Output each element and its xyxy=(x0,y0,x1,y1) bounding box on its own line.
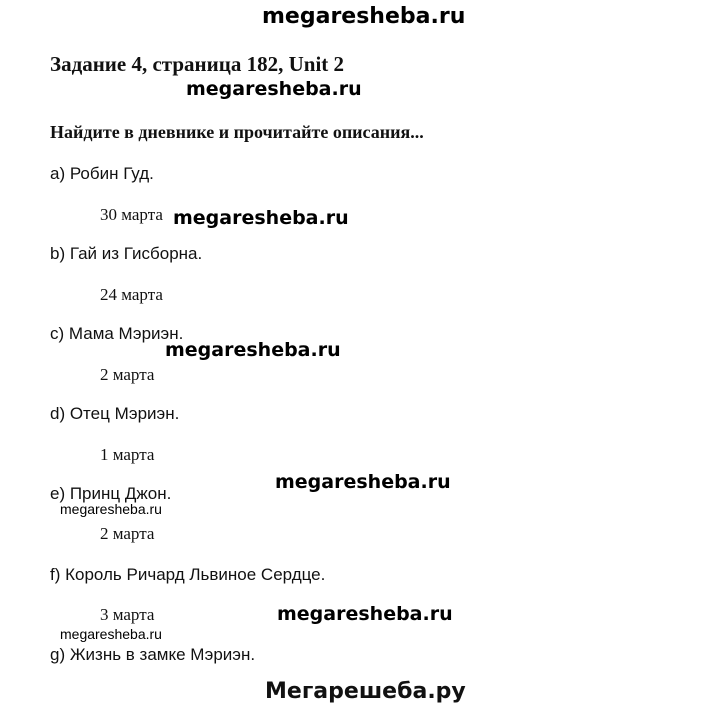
header-watermark: megaresheba.ru xyxy=(262,4,466,29)
watermark: megaresheba.ru xyxy=(275,471,451,493)
question-f: f) Король Ричард Львиное Сердце. xyxy=(50,565,326,584)
question-e: e) Принц Джон. xyxy=(50,484,172,503)
answer-c: 2 марта xyxy=(100,365,155,384)
watermark: megaresheba.ru xyxy=(60,626,162,642)
question-c: c) Мама Мэриэн. xyxy=(50,324,184,343)
watermark: megaresheba.ru xyxy=(165,339,341,361)
page-title: Задание 4, страница 182, Unit 2 xyxy=(50,52,345,76)
question-g: g) Жизнь в замке Мэриэн. xyxy=(50,645,256,664)
question-a: a) Робин Гуд. xyxy=(50,164,154,183)
task-instruction: Найдите в дневнике и прочитайте описания... xyxy=(50,122,424,142)
answer-d: 1 марта xyxy=(100,445,155,464)
answer-f: 3 марта xyxy=(100,605,155,624)
answer-e: 2 марта xyxy=(100,524,155,543)
watermark: megaresheba.ru xyxy=(186,78,362,100)
question-b: b) Гай из Гисборна. xyxy=(50,244,203,263)
footer-watermark: Мегарешеба.ру xyxy=(265,679,466,704)
question-d: d) Отец Мэриэн. xyxy=(50,404,180,423)
watermark: megaresheba.ru xyxy=(60,501,162,517)
answer-a: 30 марта xyxy=(100,205,163,224)
watermark: megaresheba.ru xyxy=(173,207,349,229)
answer-b: 24 марта xyxy=(100,285,163,304)
watermark: megaresheba.ru xyxy=(277,603,453,625)
